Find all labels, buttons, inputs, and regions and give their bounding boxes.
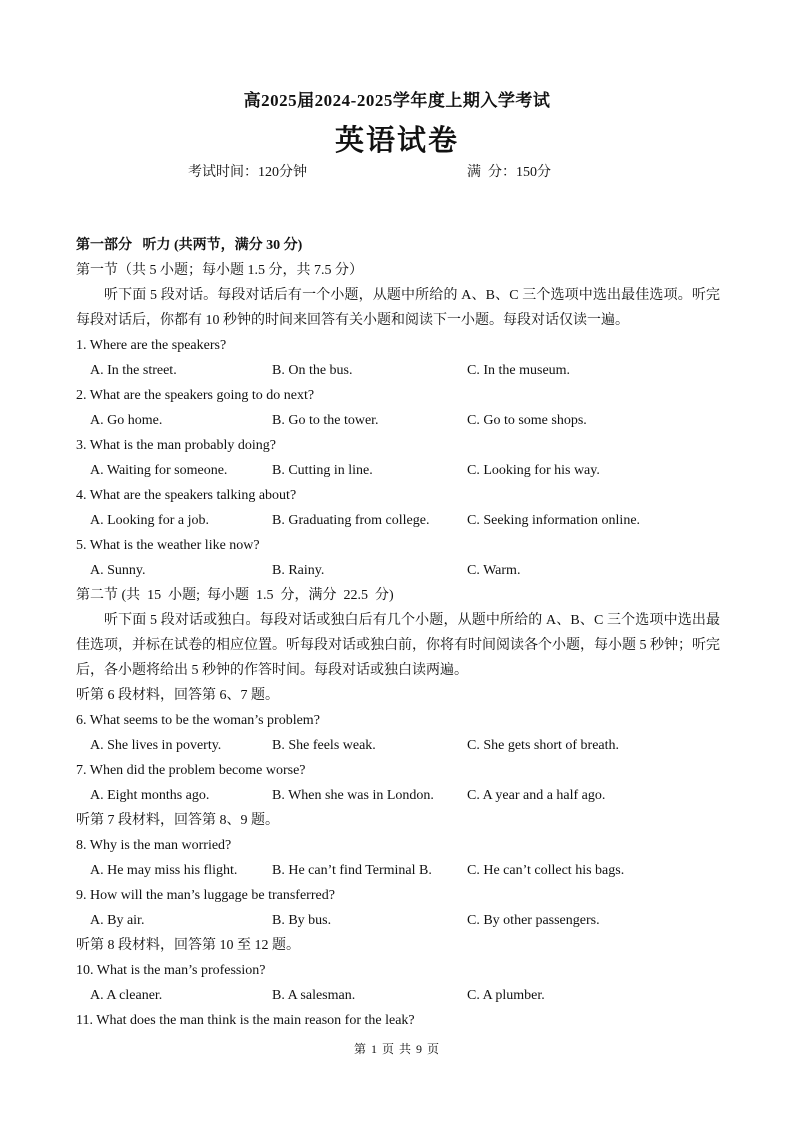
option-b: B. When she was in London. bbox=[272, 788, 434, 803]
option-b: B. He can’t find Terminal B. bbox=[272, 863, 432, 878]
question-stem: 7. When did the problem become worse? bbox=[76, 763, 306, 778]
option-a: A. Sunny. bbox=[90, 563, 146, 578]
subject-title: 英语试卷 bbox=[334, 125, 459, 157]
full-score: 满 分：150分 bbox=[467, 165, 551, 180]
material-note: 听第 6 段材料，回答第 6、7 题。 bbox=[76, 688, 279, 703]
question-options bbox=[76, 908, 720, 933]
section-heading: 第二节 (共 15 小题; 每小题 1.5 分，满分 22.5 分) bbox=[76, 588, 394, 603]
option-b: B. A salesman. bbox=[272, 988, 356, 1003]
option-c: C. Looking for his way. bbox=[467, 463, 600, 478]
question-stem: 5. What is the weather like now? bbox=[76, 538, 260, 553]
question-options bbox=[76, 733, 720, 758]
exam-content bbox=[76, 233, 720, 1033]
question-stem: 11. What does the man think is the main reason for the leak? bbox=[76, 1013, 415, 1028]
part-heading: 第一部分 听力 (共两节，满分 30 分) bbox=[76, 238, 303, 253]
option-c: C. Go to some shops. bbox=[467, 413, 587, 428]
question-options bbox=[76, 858, 720, 883]
question-stem: 1. Where are the speakers? bbox=[76, 338, 227, 353]
option-c: C. Warm. bbox=[467, 563, 521, 578]
option-c: C. A year and a half ago. bbox=[467, 788, 606, 803]
question-options bbox=[76, 358, 720, 383]
material-note: 听第 8 段材料，回答第 10 至 12 题。 bbox=[76, 938, 300, 953]
option-a: A. Looking for a job. bbox=[90, 513, 209, 528]
option-a: A. He may miss his flight. bbox=[90, 863, 238, 878]
question-options bbox=[76, 458, 720, 483]
question-stem: 6. What seems to be the woman’s problem? bbox=[76, 713, 320, 728]
option-b: B. Go to the tower. bbox=[272, 413, 379, 428]
question-stem: 8. Why is the man worried? bbox=[76, 838, 232, 853]
exam-title: 高2025届2024-2025学年度上期入学考试 bbox=[243, 91, 551, 110]
option-c: C. He can’t collect his bags. bbox=[467, 863, 625, 878]
question-stem: 2. What are the speakers going to do next? bbox=[76, 388, 315, 403]
section-instructions: 听下面 5 段对话或独白。每段对话或独白后有几个小题，从题中所给的 A、B、C 三个选项中选出最佳选项，并标在试卷的相应位置。听每段对话或独白前，你将有时间阅读各个小题，每小题 5 秒钟；听完后，各小题将给出 5 秒钟的作答时间。每段对话或独白读两遍。 bbox=[76, 613, 720, 678]
option-b: B. By bus. bbox=[272, 913, 332, 928]
option-b: B. Cutting in line. bbox=[272, 463, 373, 478]
option-a: A. Go home. bbox=[90, 413, 163, 428]
option-b: B. Graduating from college. bbox=[272, 513, 430, 528]
exam-time: 考试时间：120分钟 bbox=[188, 165, 307, 180]
section-heading: 第一节（共 5 小题；每小题 1.5 分，共 7.5 分） bbox=[76, 263, 363, 278]
question-stem: 4. What are the speakers talking about? bbox=[76, 488, 297, 503]
option-b: B. On the bus. bbox=[272, 363, 353, 378]
material-note: 听第 7 段材料，回答第 8、9 题。 bbox=[76, 813, 279, 828]
option-c: C. In the museum. bbox=[467, 363, 571, 378]
question-stem: 9. How will the man’s luggage be transferred? bbox=[76, 888, 335, 903]
question-stem: 10. What is the man’s profession? bbox=[76, 963, 266, 978]
question-options bbox=[76, 558, 720, 583]
option-a: A. Eight months ago. bbox=[90, 788, 210, 803]
option-c: C. By other passengers. bbox=[467, 913, 600, 928]
option-a: A. In the street. bbox=[90, 363, 177, 378]
question-options bbox=[76, 783, 720, 808]
option-c: C. She gets short of breath. bbox=[467, 738, 620, 753]
question-stem: 3. What is the man probably doing? bbox=[76, 438, 276, 453]
question-options bbox=[76, 408, 720, 433]
option-a: A. Waiting for someone. bbox=[90, 463, 228, 478]
option-b: B. Rainy. bbox=[272, 563, 325, 578]
option-c: C. A plumber. bbox=[467, 988, 545, 1003]
option-a: A. By air. bbox=[90, 913, 145, 928]
option-a: A. She lives in poverty. bbox=[90, 738, 222, 753]
question-options bbox=[76, 983, 720, 1008]
option-b: B. She feels weak. bbox=[272, 738, 376, 753]
option-c: C. Seeking information online. bbox=[467, 513, 641, 528]
section-instructions: 听下面 5 段对话。每段对话后有一个小题，从题中所给的 A、B、C 三个选项中选出最佳选项。听完每段对话后，你都有 10 秒钟的时间来回答有关小题和阅读下一小题。每段对话仅读一遍。 bbox=[76, 288, 720, 328]
question-options bbox=[76, 508, 720, 533]
option-a: A. A cleaner. bbox=[90, 988, 163, 1003]
page-indicator: 第 1 页 共 9 页 bbox=[353, 1042, 440, 1056]
